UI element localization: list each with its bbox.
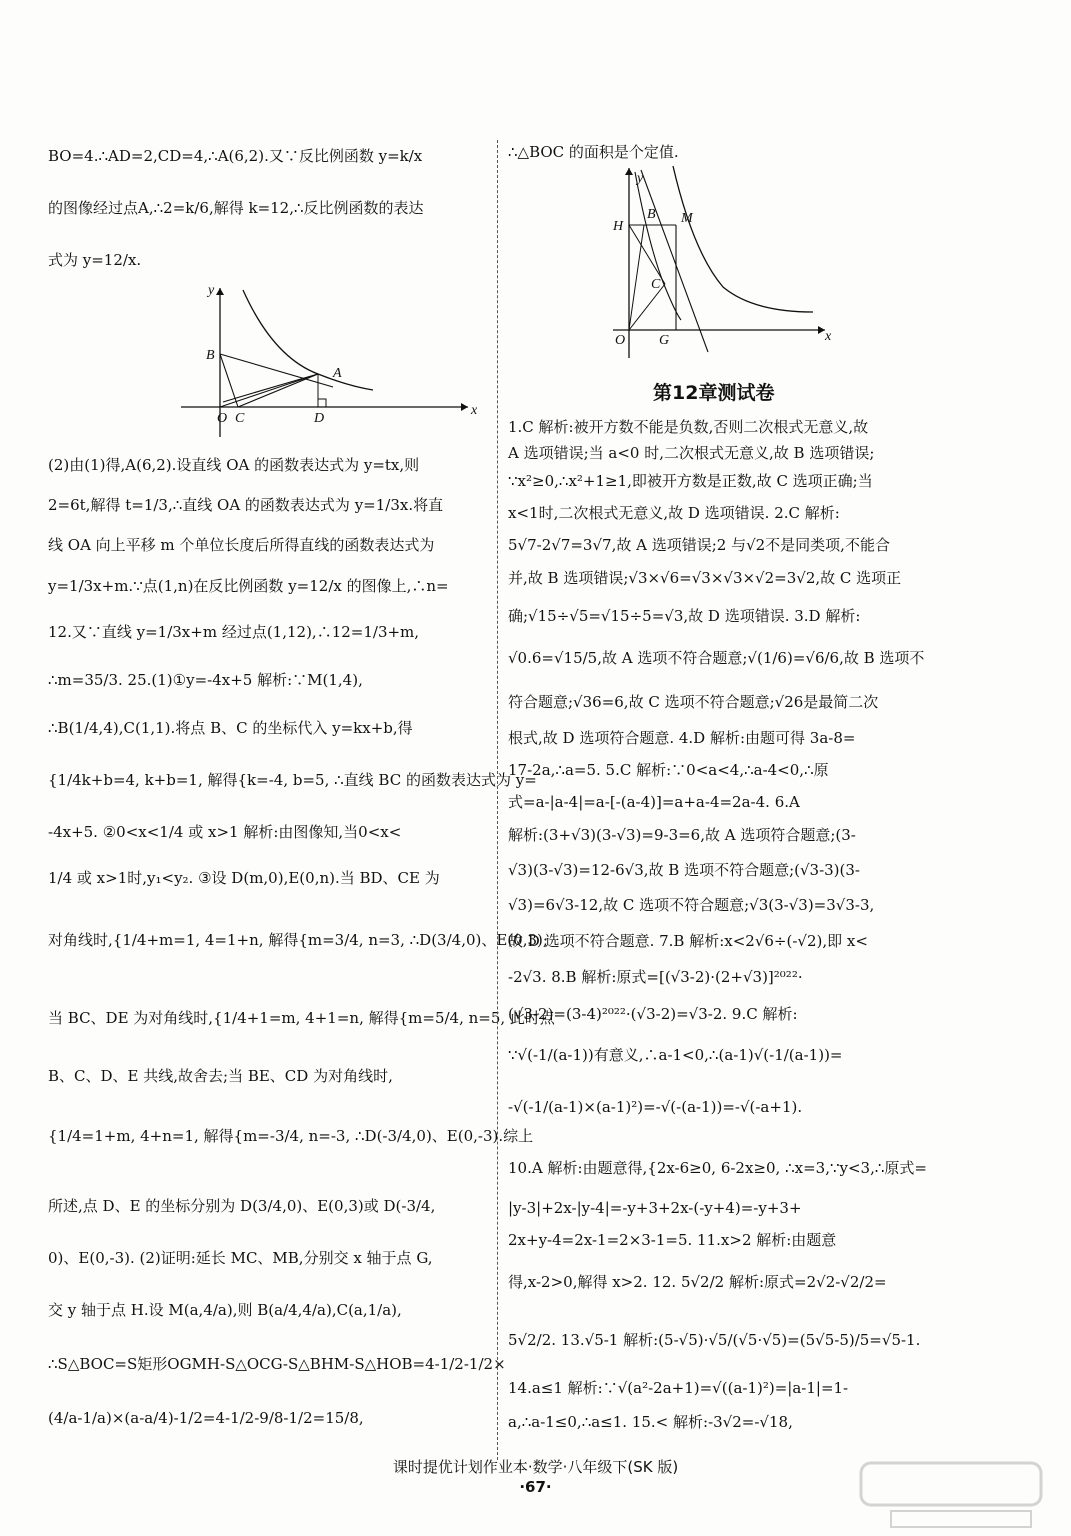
page-number: ·67· bbox=[519, 1478, 552, 1496]
axis-x-label: x bbox=[825, 329, 832, 344]
text-line: ∴B(1/4,4),C(1,1).将点 B、C 的坐标代入 y=kx+b,得 bbox=[48, 719, 413, 737]
text-line: 并,故 B 选项错误;√3×√6=√3×√3×√2=3√2,故 C 选项正 bbox=[508, 569, 902, 587]
text-line: 5√2/2. 13.√5-1 解析:(5-√5)·√5/(√5·√5)=(5√5-5)/5=√5-1. bbox=[508, 1331, 921, 1349]
text-line: 式=a-|a-4|=a-[-(a-4)]=a+a-4=2a-4. 6.A bbox=[508, 793, 800, 811]
point-b-label: B bbox=[647, 207, 656, 222]
axis-y-label: y bbox=[208, 283, 215, 298]
text-line: A 选项错误;当 a<0 时,二次根式无意义,故 B 选项错误; bbox=[508, 444, 875, 462]
text-line: 当 BC、DE 为对角线时,{1/4+1=m, 4+1=n, 解得{m=5/4, n=5, 此时点 bbox=[48, 1009, 555, 1027]
text-line: 对角线时,{1/4+m=1, 4=1+n, 解得{m=3/4, n=3, ∴D(3/4,0)、E(0,3); bbox=[48, 931, 548, 949]
text-line: y=1/3x+m.∵点(1,n)在反比例函数 y=12/x 的图像上,∴n= bbox=[48, 577, 449, 595]
text-line: -4x+5. ②0<x<1/4 或 x>1 解析:由图像知,当0<x< bbox=[48, 823, 402, 841]
text-line: a,∴a-1≤0,∴a≤1. 15.< 解析:-3√2=-√18, bbox=[508, 1413, 793, 1431]
point-c-label: C bbox=[235, 411, 245, 426]
text-line: 10.A 解析:由题意得,{2x-6≥0, 6-2x≥0, ∴x=3,∵y<3,∴原式= bbox=[508, 1159, 927, 1177]
point-g-label: G bbox=[659, 333, 670, 348]
origin-label: O bbox=[217, 411, 228, 426]
text-line: ∵√(-1/(a-1))有意义,∴a-1<0,∴(a-1)√(-1/(a-1))= bbox=[508, 1046, 843, 1064]
watermark-logo-icon bbox=[851, 1455, 1051, 1535]
text-line: 1/4 或 x>1时,y₁<y₂. ③设 D(m,0),E(0,n).当 BD、CE 为 bbox=[48, 869, 440, 887]
section-heading: 第12章测试卷 bbox=[653, 382, 775, 404]
text-line: 2x+y-4=2x-1=2×3-1=5. 11.x>2 解析:由题意 bbox=[508, 1231, 837, 1249]
text-line: ∴S△BOC=S矩形OGMH-S△OCG-S△BHM-S△HOB=4-1/2-1/2× bbox=[48, 1355, 506, 1373]
text-line: |y-3|+2x-|y-4|=-y+3+2x-(-y+4)=-y+3+ bbox=[508, 1199, 802, 1217]
text-line: 故 D 选项不符合题意. 7.B 解析:x<2√6÷(-√2),即 x< bbox=[508, 932, 868, 950]
text-line: (√3-2)=(3-4)²⁰²²·(√3-2)=√3-2. 9.C 解析: bbox=[508, 1005, 798, 1023]
text-line: 0)、E(0,-3). (2)证明:延长 MC、MB,分别交 x 轴于点 G, bbox=[48, 1249, 433, 1267]
text-line: 所述,点 D、E 的坐标分别为 D(3/4,0)、E(0,3)或 D(-3/4, bbox=[48, 1197, 436, 1215]
text-line: 17-2a,∴a=5. 5.C 解析:∵0<a<4,∴a-4<0,∴原 bbox=[508, 761, 829, 779]
text-line: -√(-1/(a-1)×(a-1)²)=-√(-(a-1))=-√(-a+1). bbox=[508, 1098, 803, 1116]
point-m-label: M bbox=[681, 211, 693, 226]
text-line: √0.6=√15/5,故 A 选项不符合题意;√(1/6)=√6/6,故 B 选项不 bbox=[508, 649, 925, 667]
inverse-function-figure-2 bbox=[603, 162, 838, 362]
axis-x-label: x bbox=[471, 403, 478, 418]
text-line: 线 OA 向上平移 m 个单位长度后所得直线的函数表达式为 bbox=[48, 536, 435, 554]
text-line: 式为 y=12/x. bbox=[48, 251, 142, 269]
point-c-label: C bbox=[651, 277, 661, 292]
point-a-label: A bbox=[333, 366, 342, 381]
text-line: -2√3. 8.B 解析:原式=[(√3-2)·(2+√3)]²⁰²²· bbox=[508, 968, 803, 986]
text-line: ∵x²≥0,∴x²+1≥1,即被开方数是正数,故 C 选项正确;当 bbox=[508, 472, 873, 490]
text-line: 确;√15÷√5=√15÷5=√3,故 D 选项错误. 3.D 解析: bbox=[508, 607, 861, 625]
text-line: (2)由(1)得,A(6,2).设直线 OA 的函数表达式为 y=tx,则 bbox=[48, 456, 420, 474]
column-divider bbox=[497, 140, 498, 1460]
text-line: BO=4.∴AD=2,CD=4,∴A(6,2).又∵反比例函数 y=k/x bbox=[48, 147, 423, 165]
origin-label: O bbox=[615, 333, 626, 348]
text-line: 14.a≤1 解析:∵√(a²-2a+1)=√((a-1)²)=|a-1|=1- bbox=[508, 1379, 849, 1397]
text-line: √3)=6√3-12,故 C 选项不符合题意;√3(3-√3)=3√3-3, bbox=[508, 896, 875, 914]
text-line: x<1时,二次根式无意义,故 D 选项错误. 2.C 解析: bbox=[508, 504, 840, 522]
text-line: 的图像经过点A,∴2=k/6,解得 k=12,∴反比例函数的表达 bbox=[48, 199, 424, 217]
text-line: 得,x-2>0,解得 x>2. 12. 5√2/2 解析:原式=2√2-√2/2= bbox=[508, 1273, 887, 1291]
text-line: {1/4k+b=4, k+b=1, 解得{k=-4, b=5, ∴直线 BC 的函数表达式为 y= bbox=[48, 771, 537, 789]
text-line: ∴△BOC 的面积是个定值. bbox=[508, 143, 679, 161]
footer-title: 课时提优计划作业本·数学·八年级下(SK 版) bbox=[392, 1458, 679, 1476]
text-line: {1/4=1+m, 4+n=1, 解得{m=-3/4, n=-3, ∴D(-3/4,0)、E(0,-3).综上 bbox=[48, 1127, 534, 1145]
text-line: 符合题意;√36=6,故 C 选项不符合题意;√26是最简二次 bbox=[508, 693, 879, 711]
text-line: 5√7-2√7=3√7,故 A 选项错误;2 与√2不是同类项,不能合 bbox=[508, 536, 890, 554]
text-line: 交 y 轴于点 H.设 M(a,4/a),则 B(a/4,4/a),C(a,1/a), bbox=[48, 1301, 402, 1319]
text-line: (4/a-1/a)×(a-a/4)-1/2=4-1/2-9/8-1/2=15/8, bbox=[48, 1409, 364, 1427]
text-line: 根式,故 D 选项符合题意. 4.D 解析:由题可得 3a-8= bbox=[508, 729, 856, 747]
text-line: B、C、D、E 共线,故舍去;当 BE、CD 为对角线时, bbox=[48, 1067, 393, 1085]
text-line: 2=6t,解得 t=1/3,∴直线 OA 的函数表达式为 y=1/3x.将直 bbox=[48, 496, 444, 514]
point-h-label: H bbox=[613, 219, 624, 234]
text-line: ∴m=35/3. 25.(1)①y=-4x+5 解析:∵M(1,4), bbox=[48, 671, 363, 689]
text-line: √3)(3-√3)=12-6√3,故 B 选项不符合题意;(√3-3)(3- bbox=[508, 861, 861, 879]
inverse-function-figure-1 bbox=[173, 282, 483, 442]
point-d-label: D bbox=[314, 411, 325, 426]
text-line: 12.又∵直线 y=1/3x+m 经过点(1,12),∴12=1/3+m, bbox=[48, 623, 420, 641]
point-b-label: B bbox=[206, 348, 215, 363]
text-line: 解析:(3+√3)(3-√3)=9-3=6,故 A 选项符合题意;(3- bbox=[508, 826, 856, 844]
axis-y-label: y bbox=[637, 171, 644, 186]
text-line: 1.C 解析:被开方数不能是负数,否则二次根式无意义,故 bbox=[508, 418, 869, 436]
